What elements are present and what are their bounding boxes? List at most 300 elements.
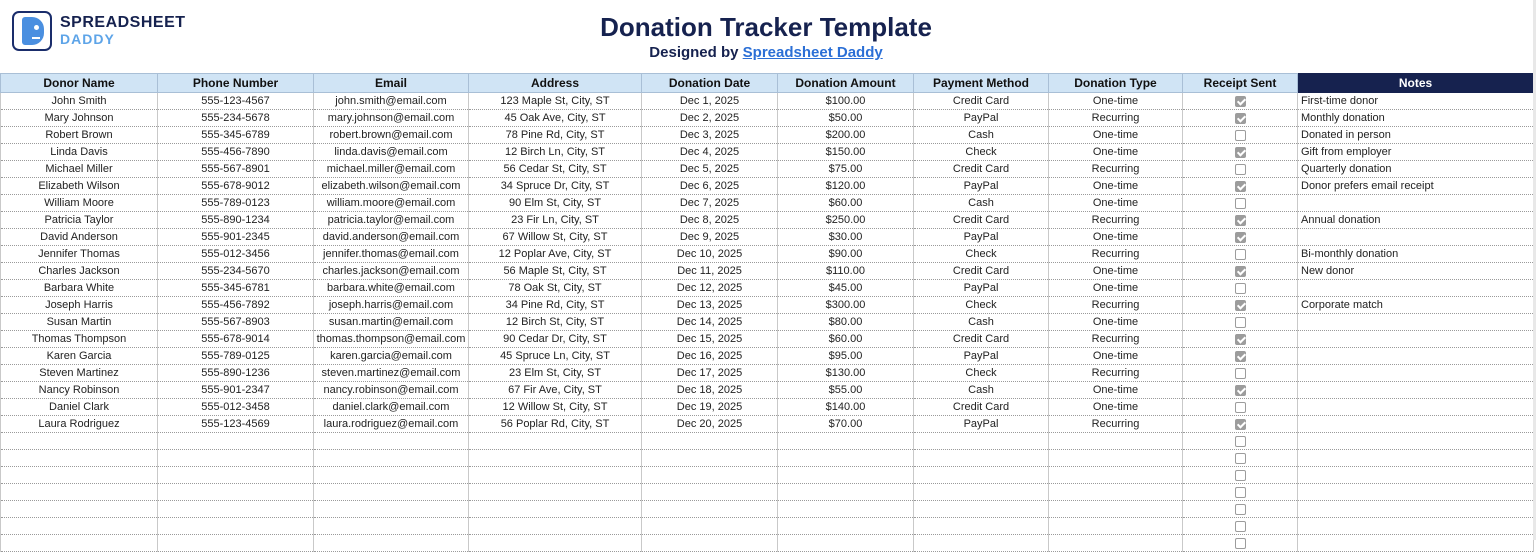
checkbox-checked-icon[interactable] (1235, 96, 1246, 107)
cell-donation-date[interactable]: Dec 12, 2025 (642, 280, 778, 297)
cell-notes[interactable]: Donor prefers email receipt (1298, 178, 1534, 195)
cell-donor-name[interactable]: Mary Johnson (1, 110, 158, 127)
cell-payment-method[interactable]: PayPal (914, 178, 1049, 195)
cell-notes[interactable] (1298, 433, 1534, 450)
cell-receipt-sent[interactable] (1183, 195, 1298, 212)
column-header-donation-type[interactable]: Donation Type (1049, 74, 1183, 93)
cell-donation-date[interactable]: Dec 19, 2025 (642, 399, 778, 416)
cell-donation-date[interactable]: Dec 2, 2025 (642, 110, 778, 127)
cell-phone-number[interactable]: 555-012-3456 (158, 246, 314, 263)
cell-donation-date[interactable] (642, 518, 778, 535)
cell-donation-date[interactable]: Dec 5, 2025 (642, 161, 778, 178)
cell-notes[interactable] (1298, 399, 1534, 416)
cell-email[interactable]: john.smith@email.com (314, 93, 469, 110)
cell-notes[interactable]: First-time donor (1298, 93, 1534, 110)
cell-notes[interactable] (1298, 229, 1534, 246)
cell-address[interactable] (469, 501, 642, 518)
cell-donation-type[interactable] (1049, 535, 1183, 552)
checkbox-unchecked-icon[interactable] (1235, 487, 1246, 498)
cell-donor-name[interactable]: Laura Rodriguez (1, 416, 158, 433)
cell-donation-type[interactable]: One-time (1049, 93, 1183, 110)
cell-donor-name[interactable]: Steven Martinez (1, 365, 158, 382)
cell-receipt-sent[interactable] (1183, 433, 1298, 450)
cell-donation-amount[interactable] (778, 518, 914, 535)
cell-donation-type[interactable] (1049, 450, 1183, 467)
cell-notes[interactable]: Corporate match (1298, 297, 1534, 314)
cell-payment-method[interactable]: Credit Card (914, 212, 1049, 229)
cell-address[interactable]: 45 Spruce Ln, City, ST (469, 348, 642, 365)
cell-donation-type[interactable]: Recurring (1049, 365, 1183, 382)
cell-donation-amount[interactable]: $300.00 (778, 297, 914, 314)
cell-payment-method[interactable]: Credit Card (914, 263, 1049, 280)
cell-donation-type[interactable]: One-time (1049, 263, 1183, 280)
cell-phone-number[interactable] (158, 501, 314, 518)
cell-donation-date[interactable]: Dec 20, 2025 (642, 416, 778, 433)
checkbox-checked-icon[interactable] (1235, 334, 1246, 345)
checkbox-checked-icon[interactable] (1235, 215, 1246, 226)
cell-donation-amount[interactable]: $130.00 (778, 365, 914, 382)
cell-phone-number[interactable] (158, 484, 314, 501)
cell-payment-method[interactable]: Check (914, 365, 1049, 382)
cell-donation-date[interactable]: Dec 7, 2025 (642, 195, 778, 212)
spreadsheet-daddy-link[interactable]: Spreadsheet Daddy (742, 44, 883, 61)
cell-phone-number[interactable]: 555-901-2347 (158, 382, 314, 399)
cell-email[interactable]: joseph.harris@email.com (314, 297, 469, 314)
checkbox-unchecked-icon[interactable] (1235, 453, 1246, 464)
cell-notes[interactable]: Bi-monthly donation (1298, 246, 1534, 263)
cell-payment-method[interactable] (914, 518, 1049, 535)
cell-payment-method[interactable]: PayPal (914, 280, 1049, 297)
cell-donation-date[interactable]: Dec 16, 2025 (642, 348, 778, 365)
checkbox-checked-icon[interactable] (1235, 181, 1246, 192)
cell-receipt-sent[interactable] (1183, 93, 1298, 110)
cell-donor-name[interactable]: Robert Brown (1, 127, 158, 144)
cell-donation-type[interactable]: One-time (1049, 178, 1183, 195)
cell-email[interactable]: nancy.robinson@email.com (314, 382, 469, 399)
cell-notes[interactable] (1298, 280, 1534, 297)
cell-address[interactable]: 90 Elm St, City, ST (469, 195, 642, 212)
cell-email[interactable]: daniel.clark@email.com (314, 399, 469, 416)
cell-donation-date[interactable]: Dec 13, 2025 (642, 297, 778, 314)
column-header-donation-date[interactable]: Donation Date (642, 74, 778, 93)
cell-phone-number[interactable] (158, 518, 314, 535)
cell-email[interactable]: mary.johnson@email.com (314, 110, 469, 127)
cell-donation-amount[interactable]: $250.00 (778, 212, 914, 229)
cell-email[interactable]: michael.miller@email.com (314, 161, 469, 178)
cell-donation-type[interactable] (1049, 467, 1183, 484)
cell-donor-name[interactable]: David Anderson (1, 229, 158, 246)
column-header-address[interactable]: Address (469, 74, 642, 93)
cell-notes[interactable] (1298, 484, 1534, 501)
checkbox-unchecked-icon[interactable] (1235, 521, 1246, 532)
cell-donation-amount[interactable]: $55.00 (778, 382, 914, 399)
cell-notes[interactable] (1298, 535, 1534, 552)
cell-phone-number[interactable]: 555-789-0123 (158, 195, 314, 212)
cell-address[interactable]: 12 Willow St, City, ST (469, 399, 642, 416)
checkbox-unchecked-icon[interactable] (1235, 402, 1246, 413)
cell-donor-name[interactable]: Charles Jackson (1, 263, 158, 280)
cell-receipt-sent[interactable] (1183, 331, 1298, 348)
cell-donation-type[interactable] (1049, 518, 1183, 535)
cell-donor-name[interactable]: Thomas Thompson (1, 331, 158, 348)
cell-donation-type[interactable] (1049, 433, 1183, 450)
cell-address[interactable] (469, 467, 642, 484)
cell-donation-date[interactable]: Dec 11, 2025 (642, 263, 778, 280)
cell-receipt-sent[interactable] (1183, 501, 1298, 518)
cell-email[interactable]: karen.garcia@email.com (314, 348, 469, 365)
cell-address[interactable]: 23 Elm St, City, ST (469, 365, 642, 382)
cell-donation-date[interactable]: Dec 14, 2025 (642, 314, 778, 331)
cell-donation-amount[interactable]: $50.00 (778, 110, 914, 127)
cell-address[interactable]: 78 Pine Rd, City, ST (469, 127, 642, 144)
cell-donation-date[interactable]: Dec 8, 2025 (642, 212, 778, 229)
cell-email[interactable]: elizabeth.wilson@email.com (314, 178, 469, 195)
cell-address[interactable]: 123 Maple St, City, ST (469, 93, 642, 110)
cell-email[interactable] (314, 518, 469, 535)
cell-donation-date[interactable] (642, 450, 778, 467)
cell-donation-amount[interactable] (778, 484, 914, 501)
cell-notes[interactable]: Gift from employer (1298, 144, 1534, 161)
cell-donor-name[interactable] (1, 484, 158, 501)
cell-donation-amount[interactable] (778, 467, 914, 484)
cell-donor-name[interactable] (1, 535, 158, 552)
cell-address[interactable] (469, 450, 642, 467)
cell-receipt-sent[interactable] (1183, 246, 1298, 263)
cell-payment-method[interactable]: PayPal (914, 348, 1049, 365)
cell-donation-date[interactable]: Dec 9, 2025 (642, 229, 778, 246)
cell-donor-name[interactable]: Karen Garcia (1, 348, 158, 365)
cell-email[interactable]: steven.martinez@email.com (314, 365, 469, 382)
cell-phone-number[interactable]: 555-123-4567 (158, 93, 314, 110)
cell-phone-number[interactable]: 555-789-0125 (158, 348, 314, 365)
cell-notes[interactable]: Monthly donation (1298, 110, 1534, 127)
cell-donation-type[interactable]: Recurring (1049, 161, 1183, 178)
cell-payment-method[interactable]: Credit Card (914, 399, 1049, 416)
cell-donation-date[interactable]: Dec 3, 2025 (642, 127, 778, 144)
cell-donation-amount[interactable]: $150.00 (778, 144, 914, 161)
cell-donation-type[interactable]: One-time (1049, 144, 1183, 161)
cell-payment-method[interactable] (914, 450, 1049, 467)
cell-email[interactable]: david.anderson@email.com (314, 229, 469, 246)
cell-donation-date[interactable] (642, 467, 778, 484)
cell-receipt-sent[interactable] (1183, 161, 1298, 178)
cell-payment-method[interactable] (914, 484, 1049, 501)
cell-donor-name[interactable] (1, 518, 158, 535)
cell-donation-type[interactable]: Recurring (1049, 212, 1183, 229)
cell-donation-type[interactable]: Recurring (1049, 416, 1183, 433)
checkbox-unchecked-icon[interactable] (1235, 283, 1246, 294)
cell-payment-method[interactable]: PayPal (914, 110, 1049, 127)
checkbox-checked-icon[interactable] (1235, 232, 1246, 243)
cell-notes[interactable] (1298, 195, 1534, 212)
cell-email[interactable] (314, 535, 469, 552)
cell-donation-type[interactable]: Recurring (1049, 110, 1183, 127)
cell-donor-name[interactable]: Linda Davis (1, 144, 158, 161)
cell-notes[interactable] (1298, 501, 1534, 518)
cell-receipt-sent[interactable] (1183, 280, 1298, 297)
cell-donation-amount[interactable] (778, 535, 914, 552)
cell-donation-amount[interactable] (778, 501, 914, 518)
cell-donation-type[interactable]: Recurring (1049, 331, 1183, 348)
cell-receipt-sent[interactable] (1183, 229, 1298, 246)
cell-receipt-sent[interactable] (1183, 144, 1298, 161)
cell-donor-name[interactable]: John Smith (1, 93, 158, 110)
cell-address[interactable]: 78 Oak St, City, ST (469, 280, 642, 297)
cell-donor-name[interactable]: Joseph Harris (1, 297, 158, 314)
cell-email[interactable]: barbara.white@email.com (314, 280, 469, 297)
cell-donor-name[interactable]: Jennifer Thomas (1, 246, 158, 263)
cell-notes[interactable] (1298, 450, 1534, 467)
cell-phone-number[interactable]: 555-456-7892 (158, 297, 314, 314)
cell-payment-method[interactable]: PayPal (914, 416, 1049, 433)
cell-phone-number[interactable] (158, 450, 314, 467)
cell-address[interactable]: 56 Poplar Rd, City, ST (469, 416, 642, 433)
cell-notes[interactable] (1298, 314, 1534, 331)
cell-phone-number[interactable]: 555-345-6789 (158, 127, 314, 144)
cell-address[interactable]: 34 Pine Rd, City, ST (469, 297, 642, 314)
cell-payment-method[interactable]: Cash (914, 195, 1049, 212)
cell-receipt-sent[interactable] (1183, 467, 1298, 484)
cell-donation-amount[interactable]: $90.00 (778, 246, 914, 263)
cell-receipt-sent[interactable] (1183, 535, 1298, 552)
cell-address[interactable]: 34 Spruce Dr, City, ST (469, 178, 642, 195)
checkbox-unchecked-icon[interactable] (1235, 368, 1246, 379)
cell-payment-method[interactable]: Credit Card (914, 331, 1049, 348)
cell-receipt-sent[interactable] (1183, 450, 1298, 467)
cell-email[interactable] (314, 501, 469, 518)
cell-address[interactable]: 56 Cedar St, City, ST (469, 161, 642, 178)
cell-donor-name[interactable]: Barbara White (1, 280, 158, 297)
cell-donation-amount[interactable]: $60.00 (778, 195, 914, 212)
cell-donation-date[interactable]: Dec 6, 2025 (642, 178, 778, 195)
cell-donation-date[interactable] (642, 535, 778, 552)
cell-donation-type[interactable]: One-time (1049, 382, 1183, 399)
cell-donation-type[interactable]: One-time (1049, 280, 1183, 297)
cell-donation-type[interactable] (1049, 484, 1183, 501)
cell-donation-amount[interactable]: $120.00 (778, 178, 914, 195)
cell-donation-amount[interactable]: $140.00 (778, 399, 914, 416)
cell-phone-number[interactable]: 555-234-5678 (158, 110, 314, 127)
checkbox-checked-icon[interactable] (1235, 266, 1246, 277)
cell-email[interactable]: william.moore@email.com (314, 195, 469, 212)
cell-donation-date[interactable] (642, 501, 778, 518)
cell-phone-number[interactable]: 555-678-9014 (158, 331, 314, 348)
cell-receipt-sent[interactable] (1183, 127, 1298, 144)
cell-email[interactable]: jennifer.thomas@email.com (314, 246, 469, 263)
cell-donation-type[interactable]: One-time (1049, 348, 1183, 365)
column-header-donor-name[interactable]: Donor Name (1, 74, 158, 93)
cell-donor-name[interactable] (1, 450, 158, 467)
cell-donation-amount[interactable] (778, 433, 914, 450)
cell-payment-method[interactable] (914, 535, 1049, 552)
cell-receipt-sent[interactable] (1183, 484, 1298, 501)
cell-donation-type[interactable]: One-time (1049, 399, 1183, 416)
cell-email[interactable] (314, 484, 469, 501)
cell-payment-method[interactable]: PayPal (914, 229, 1049, 246)
cell-receipt-sent[interactable] (1183, 110, 1298, 127)
cell-receipt-sent[interactable] (1183, 382, 1298, 399)
cell-donor-name[interactable]: Elizabeth Wilson (1, 178, 158, 195)
cell-email[interactable] (314, 433, 469, 450)
cell-email[interactable]: susan.martin@email.com (314, 314, 469, 331)
checkbox-unchecked-icon[interactable] (1235, 436, 1246, 447)
column-header-payment-method[interactable]: Payment Method (914, 74, 1049, 93)
cell-notes[interactable] (1298, 467, 1534, 484)
cell-address[interactable] (469, 433, 642, 450)
cell-payment-method[interactable]: Cash (914, 127, 1049, 144)
cell-donation-type[interactable] (1049, 501, 1183, 518)
column-header-receipt-sent[interactable]: Receipt Sent (1183, 74, 1298, 93)
cell-payment-method[interactable]: Credit Card (914, 93, 1049, 110)
cell-notes[interactable]: Quarterly donation (1298, 161, 1534, 178)
cell-donation-date[interactable] (642, 433, 778, 450)
cell-address[interactable]: 12 Birch St, City, ST (469, 314, 642, 331)
cell-payment-method[interactable]: Cash (914, 382, 1049, 399)
checkbox-unchecked-icon[interactable] (1235, 317, 1246, 328)
cell-donor-name[interactable] (1, 433, 158, 450)
cell-donation-amount[interactable]: $110.00 (778, 263, 914, 280)
cell-receipt-sent[interactable] (1183, 212, 1298, 229)
cell-receipt-sent[interactable] (1183, 178, 1298, 195)
cell-phone-number[interactable]: 555-901-2345 (158, 229, 314, 246)
cell-donation-date[interactable]: Dec 17, 2025 (642, 365, 778, 382)
cell-donor-name[interactable]: William Moore (1, 195, 158, 212)
column-header-donation-amount[interactable]: Donation Amount (778, 74, 914, 93)
cell-donation-amount[interactable]: $30.00 (778, 229, 914, 246)
cell-email[interactable]: linda.davis@email.com (314, 144, 469, 161)
cell-phone-number[interactable]: 555-123-4569 (158, 416, 314, 433)
cell-donation-type[interactable]: Recurring (1049, 297, 1183, 314)
cell-email[interactable] (314, 467, 469, 484)
cell-notes[interactable] (1298, 331, 1534, 348)
cell-email[interactable]: robert.brown@email.com (314, 127, 469, 144)
cell-donation-date[interactable]: Dec 10, 2025 (642, 246, 778, 263)
cell-donation-date[interactable]: Dec 1, 2025 (642, 93, 778, 110)
cell-address[interactable]: 23 Fir Ln, City, ST (469, 212, 642, 229)
cell-address[interactable]: 67 Fir Ave, City, ST (469, 382, 642, 399)
cell-donor-name[interactable]: Michael Miller (1, 161, 158, 178)
cell-payment-method[interactable] (914, 433, 1049, 450)
cell-receipt-sent[interactable] (1183, 399, 1298, 416)
cell-donation-date[interactable]: Dec 4, 2025 (642, 144, 778, 161)
cell-phone-number[interactable]: 555-234-5670 (158, 263, 314, 280)
cell-receipt-sent[interactable] (1183, 365, 1298, 382)
cell-donor-name[interactable]: Patricia Taylor (1, 212, 158, 229)
checkbox-unchecked-icon[interactable] (1235, 130, 1246, 141)
checkbox-checked-icon[interactable] (1235, 113, 1246, 124)
cell-address[interactable]: 56 Maple St, City, ST (469, 263, 642, 280)
cell-receipt-sent[interactable] (1183, 518, 1298, 535)
checkbox-checked-icon[interactable] (1235, 419, 1246, 430)
checkbox-checked-icon[interactable] (1235, 351, 1246, 362)
cell-notes[interactable] (1298, 416, 1534, 433)
cell-donation-type[interactable]: One-time (1049, 195, 1183, 212)
cell-address[interactable]: 90 Cedar Dr, City, ST (469, 331, 642, 348)
cell-receipt-sent[interactable] (1183, 348, 1298, 365)
cell-email[interactable]: patricia.taylor@email.com (314, 212, 469, 229)
cell-notes[interactable] (1298, 365, 1534, 382)
cell-notes[interactable] (1298, 518, 1534, 535)
cell-donation-date[interactable]: Dec 15, 2025 (642, 331, 778, 348)
cell-donation-type[interactable]: Recurring (1049, 246, 1183, 263)
cell-donor-name[interactable]: Daniel Clark (1, 399, 158, 416)
cell-phone-number[interactable]: 555-012-3458 (158, 399, 314, 416)
cell-address[interactable]: 12 Poplar Ave, City, ST (469, 246, 642, 263)
cell-address[interactable]: 45 Oak Ave, City, ST (469, 110, 642, 127)
cell-email[interactable]: laura.rodriguez@email.com (314, 416, 469, 433)
cell-notes[interactable]: Annual donation (1298, 212, 1534, 229)
cell-phone-number[interactable]: 555-456-7890 (158, 144, 314, 161)
cell-donation-amount[interactable]: $100.00 (778, 93, 914, 110)
cell-receipt-sent[interactable] (1183, 263, 1298, 280)
cell-address[interactable] (469, 484, 642, 501)
cell-donor-name[interactable]: Nancy Robinson (1, 382, 158, 399)
cell-phone-number[interactable]: 555-678-9012 (158, 178, 314, 195)
column-header-phone-number[interactable]: Phone Number (158, 74, 314, 93)
cell-payment-method[interactable]: Credit Card (914, 161, 1049, 178)
cell-phone-number[interactable]: 555-890-1234 (158, 212, 314, 229)
cell-address[interactable] (469, 518, 642, 535)
cell-donation-type[interactable]: One-time (1049, 314, 1183, 331)
cell-phone-number[interactable]: 555-890-1236 (158, 365, 314, 382)
column-header-notes[interactable]: Notes (1298, 74, 1534, 93)
cell-email[interactable]: thomas.thompson@email.com (314, 331, 469, 348)
cell-payment-method[interactable] (914, 501, 1049, 518)
cell-donation-amount[interactable]: $70.00 (778, 416, 914, 433)
cell-address[interactable] (469, 535, 642, 552)
checkbox-unchecked-icon[interactable] (1235, 249, 1246, 260)
cell-receipt-sent[interactable] (1183, 297, 1298, 314)
cell-phone-number[interactable] (158, 535, 314, 552)
cell-payment-method[interactable]: Cash (914, 314, 1049, 331)
cell-donation-amount[interactable]: $60.00 (778, 331, 914, 348)
cell-address[interactable]: 67 Willow St, City, ST (469, 229, 642, 246)
cell-donation-amount[interactable]: $95.00 (778, 348, 914, 365)
cell-donor-name[interactable] (1, 467, 158, 484)
checkbox-checked-icon[interactable] (1235, 385, 1246, 396)
cell-email[interactable]: charles.jackson@email.com (314, 263, 469, 280)
cell-receipt-sent[interactable] (1183, 416, 1298, 433)
cell-payment-method[interactable]: Check (914, 246, 1049, 263)
cell-donation-amount[interactable]: $45.00 (778, 280, 914, 297)
cell-donation-type[interactable]: One-time (1049, 229, 1183, 246)
cell-donor-name[interactable]: Susan Martin (1, 314, 158, 331)
checkbox-unchecked-icon[interactable] (1235, 164, 1246, 175)
cell-email[interactable] (314, 450, 469, 467)
cell-phone-number[interactable]: 555-567-8903 (158, 314, 314, 331)
cell-donation-date[interactable]: Dec 18, 2025 (642, 382, 778, 399)
checkbox-checked-icon[interactable] (1235, 300, 1246, 311)
cell-donation-amount[interactable]: $80.00 (778, 314, 914, 331)
cell-phone-number[interactable]: 555-345-6781 (158, 280, 314, 297)
cell-donation-amount[interactable]: $75.00 (778, 161, 914, 178)
cell-phone-number[interactable] (158, 433, 314, 450)
cell-donation-amount[interactable] (778, 450, 914, 467)
cell-receipt-sent[interactable] (1183, 314, 1298, 331)
checkbox-unchecked-icon[interactable] (1235, 538, 1246, 549)
cell-notes[interactable]: New donor (1298, 263, 1534, 280)
cell-payment-method[interactable]: Check (914, 144, 1049, 161)
cell-notes[interactable] (1298, 348, 1534, 365)
checkbox-checked-icon[interactable] (1235, 147, 1246, 158)
cell-phone-number[interactable]: 555-567-8901 (158, 161, 314, 178)
column-header-email[interactable]: Email (314, 74, 469, 93)
cell-notes[interactable] (1298, 382, 1534, 399)
checkbox-unchecked-icon[interactable] (1235, 504, 1246, 515)
cell-donation-date[interactable] (642, 484, 778, 501)
cell-address[interactable]: 12 Birch Ln, City, ST (469, 144, 642, 161)
cell-donation-type[interactable]: One-time (1049, 127, 1183, 144)
